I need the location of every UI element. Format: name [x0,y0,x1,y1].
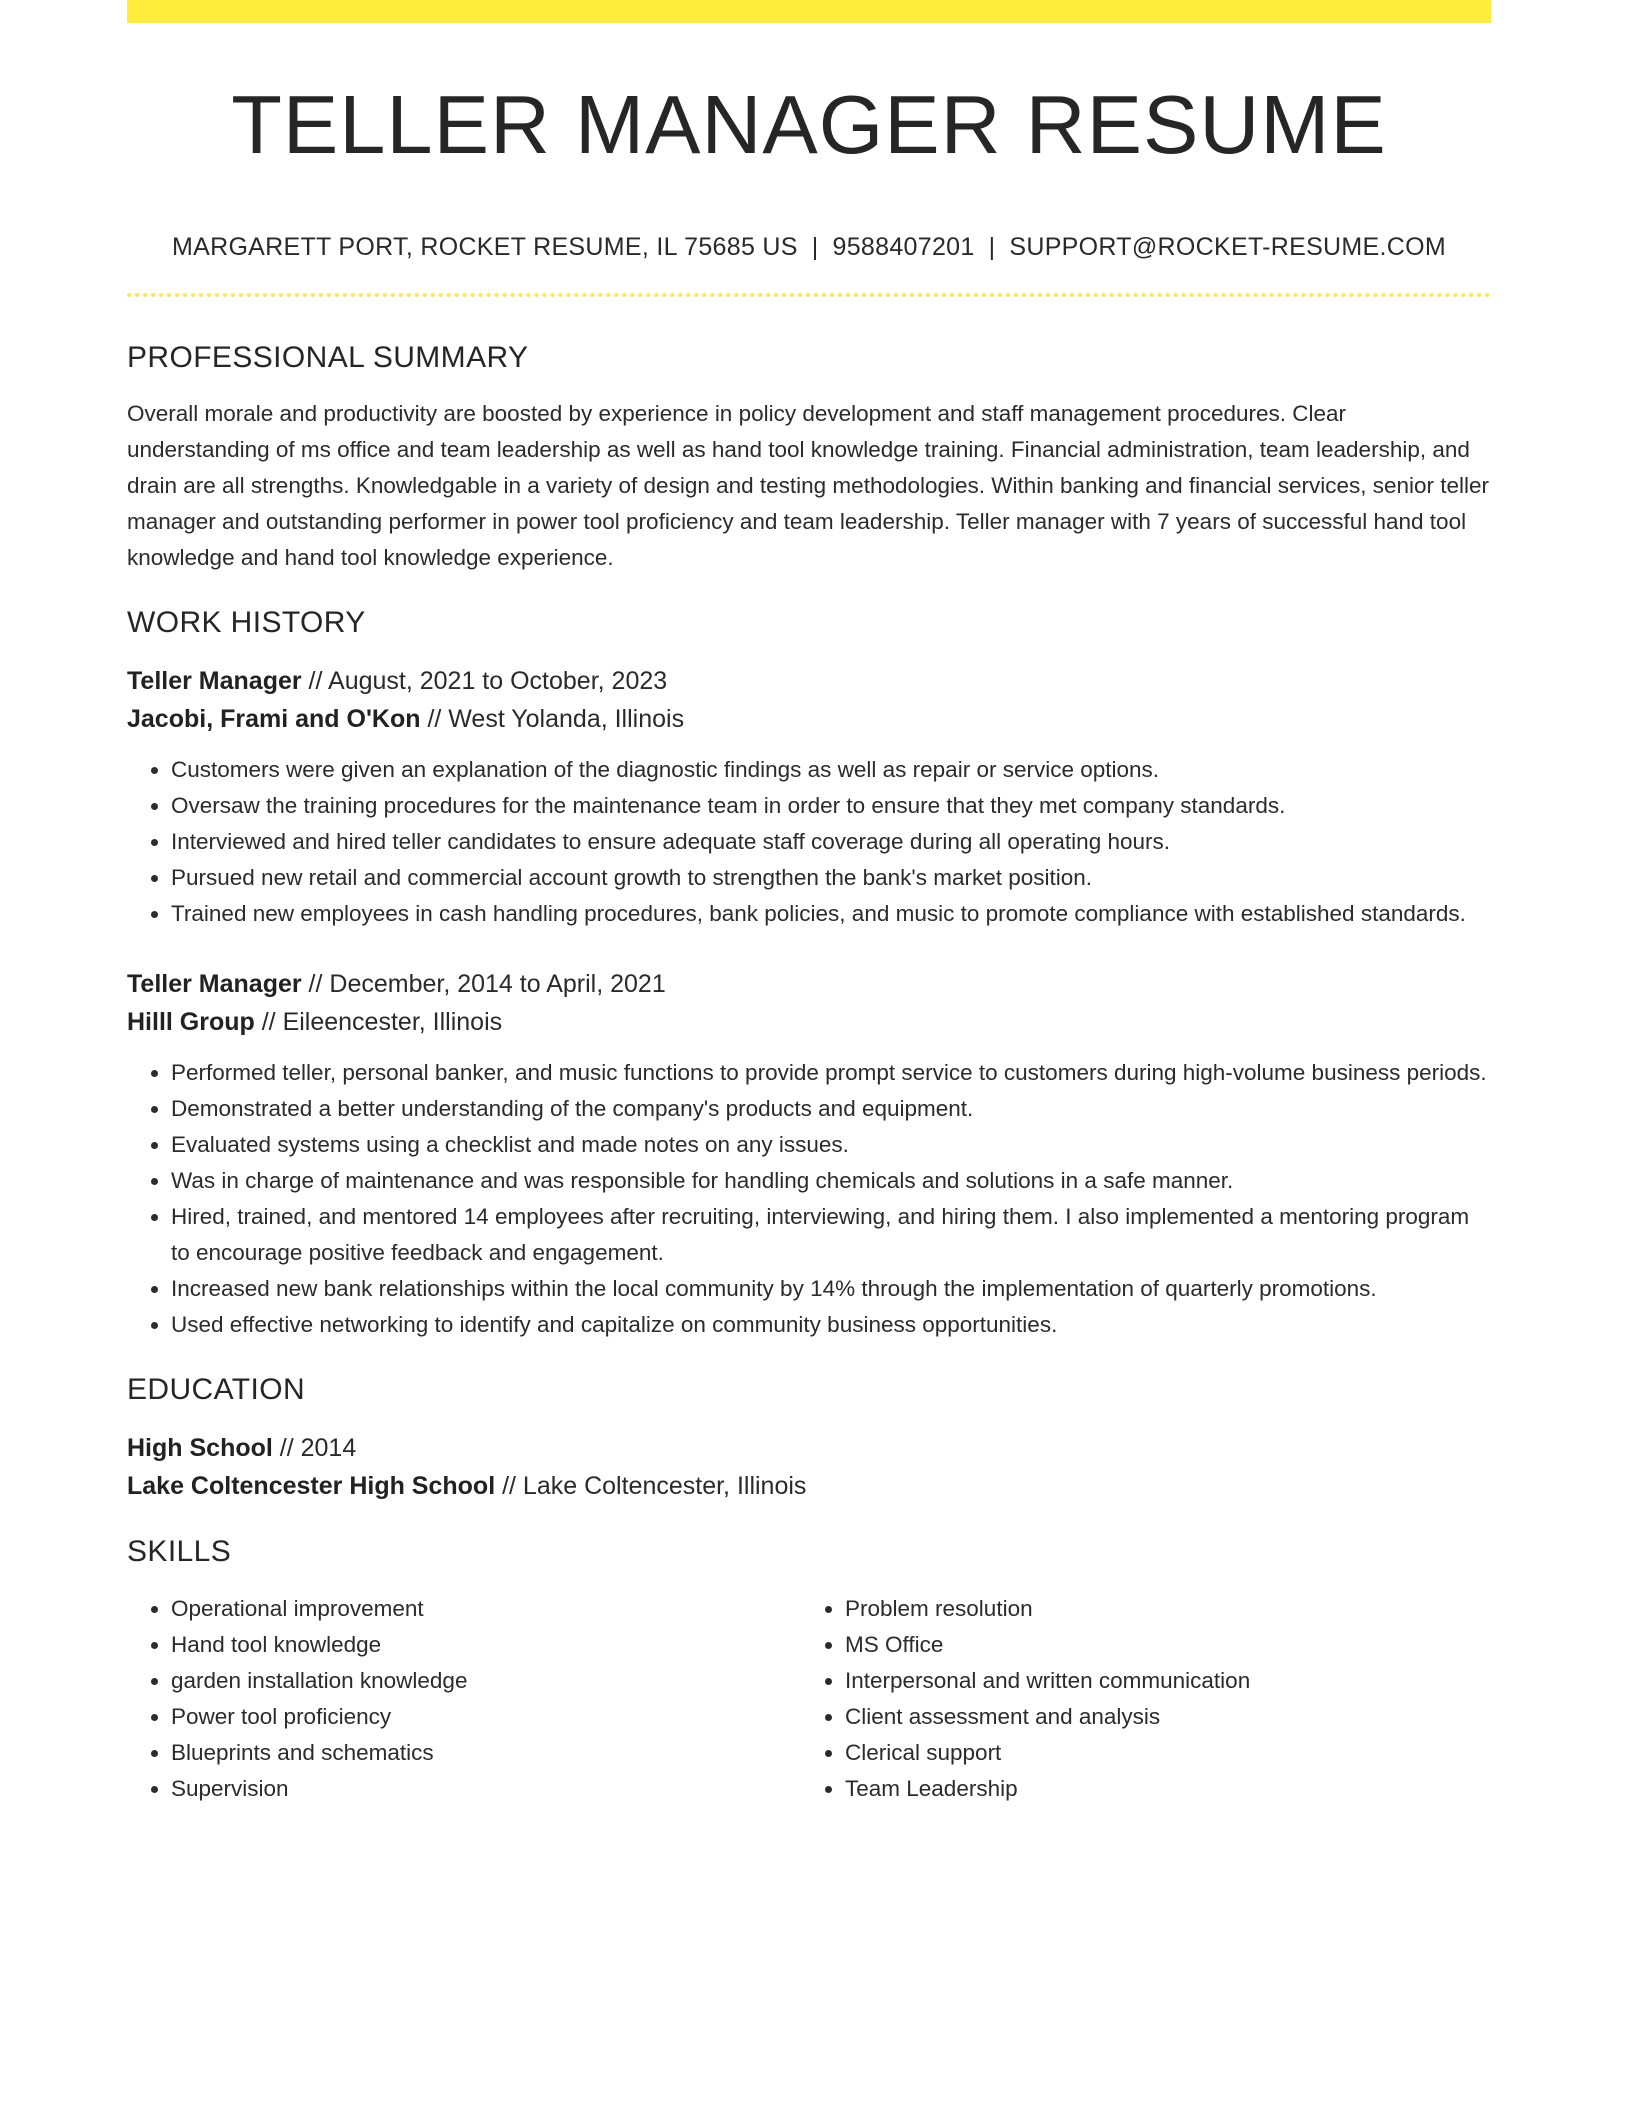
contact-address: MARGARETT PORT, ROCKET RESUME, IL 75685 US [171,233,798,261]
contact-separator: | [811,233,819,261]
education-entry [127,1429,1491,1505]
job-bullet: • Demonstrated a better understanding of the company's products and equipment. [171,1091,1491,1127]
education-year: // 2014 [272,1434,357,1462]
job-location: // West Yolanda, Illinois [420,705,685,733]
skills-heading: SKILLS [127,1535,232,1568]
job-bullets [127,752,1491,932]
skill-item: • garden installation knowledge [171,1663,801,1699]
job-bullets [127,1055,1491,1343]
education-degree-line [127,1429,1491,1467]
job-title-line [127,662,1491,700]
skill-item: • MS Office [845,1627,1475,1663]
job-title: Teller Manager [127,970,302,998]
job-company: Hilll Group [127,1008,255,1036]
work-history-heading: WORK HISTORY [127,606,366,639]
education-heading: EDUCATION [127,1373,306,1406]
job-entry [127,662,1491,932]
job-bullet: • Interviewed and hired teller candidates to ensure adequate staff coverage during all operating hours. [171,824,1491,860]
job-title: Teller Manager [127,667,302,695]
education-degree: High School [127,1434,273,1462]
skill-item: • Power tool proficiency [171,1699,801,1735]
skill-item: • Team Leadership [845,1771,1475,1807]
job-bullet: • Oversaw the training procedures for the maintenance team in order to ensure that they met company standards. [171,788,1491,824]
resume-title: TELLER MANAGER RESUME [231,78,1387,171]
accent-top-bar [127,0,1491,23]
summary-text: Overall morale and productivity are boosted by experience in policy development and staff management procedures. Clear understanding of ms office and team leadership as well as hand tool knowledge training. Financial administration, team leadership, and drain are all strengths. Knowledgable in a variety of design and testing methodologies. Within banking and financial services, senior teller manager and outstanding performer in power tool proficiency and team leadership. Teller manager with 7 years of successful hand tool knowledge and hand tool knowledge experience. [127,401,1490,570]
contact-phone: 9588407201 [832,233,975,261]
skills-list-left [127,1591,801,1807]
job-bullet: • Customers were given an explanation of the diagnostic findings as well as repair or service options. [171,752,1491,788]
skill-item: • Blueprints and schematics [171,1735,801,1771]
job-bullet: • Used effective networking to identify and capitalize on community business opportunities. [171,1307,1491,1343]
job-company: Jacobi, Frami and O'Kon [127,705,421,733]
job-dates: // August, 2021 to October, 2023 [301,667,668,695]
job-entry [127,965,1491,1343]
dotted-divider [127,293,1491,297]
job-bullet: • Evaluated systems using a checklist and made notes on any issues. [171,1127,1491,1163]
skill-item: • Problem resolution [845,1591,1475,1627]
job-company-line [127,1003,1491,1041]
skill-item: • Supervision [171,1771,801,1807]
job-bullet: • Trained new employees in cash handling procedures, bank policies, and music to promote compliance with established standards. [171,896,1491,932]
job-bullet: • Pursued new retail and commercial account growth to strengthen the bank's market position. [171,860,1491,896]
contact-email: SUPPORT@ROCKET-RESUME.COM [1009,233,1446,261]
education-location: // Lake Coltencester, Illinois [495,1472,807,1500]
summary-heading: PROFESSIONAL SUMMARY [127,341,529,374]
job-dates: // December, 2014 to April, 2021 [301,970,666,998]
education-school-line [127,1467,1491,1505]
education-school: Lake Coltencester High School [127,1472,496,1500]
skill-item: • Hand tool knowledge [171,1627,801,1663]
skill-item: • Clerical support [845,1735,1475,1771]
job-bullet: • Increased new bank relationships within the local community by 14% through the implementation of quarterly promotions. [171,1271,1491,1307]
job-company-line [127,700,1491,738]
job-bullet: • Was in charge of maintenance and was responsible for handling chemicals and solutions in a safe manner. [171,1163,1491,1199]
job-bullet: • Hired, trained, and mentored 14 employees after recruiting, interviewing, and hiring them. I also implemented a mentoring program to encourage positive feedback and engagement. [171,1199,1491,1271]
skill-item: • Operational improvement [171,1591,801,1627]
resume-page [127,0,1491,1807]
skill-item: • Client assessment and analysis [845,1699,1475,1735]
contact-separator: | [988,233,996,261]
contact-line [127,233,1491,263]
skills-list-right [801,1591,1475,1807]
skills-columns [127,1591,1491,1807]
job-bullet: • Performed teller, personal banker, and music functions to provide prompt service to customers during high-volume business periods. [171,1055,1491,1091]
job-title-line [127,965,1491,1003]
skill-item: • Interpersonal and written communication [845,1663,1475,1699]
job-location: // Eileencester, Illinois [254,1008,503,1036]
